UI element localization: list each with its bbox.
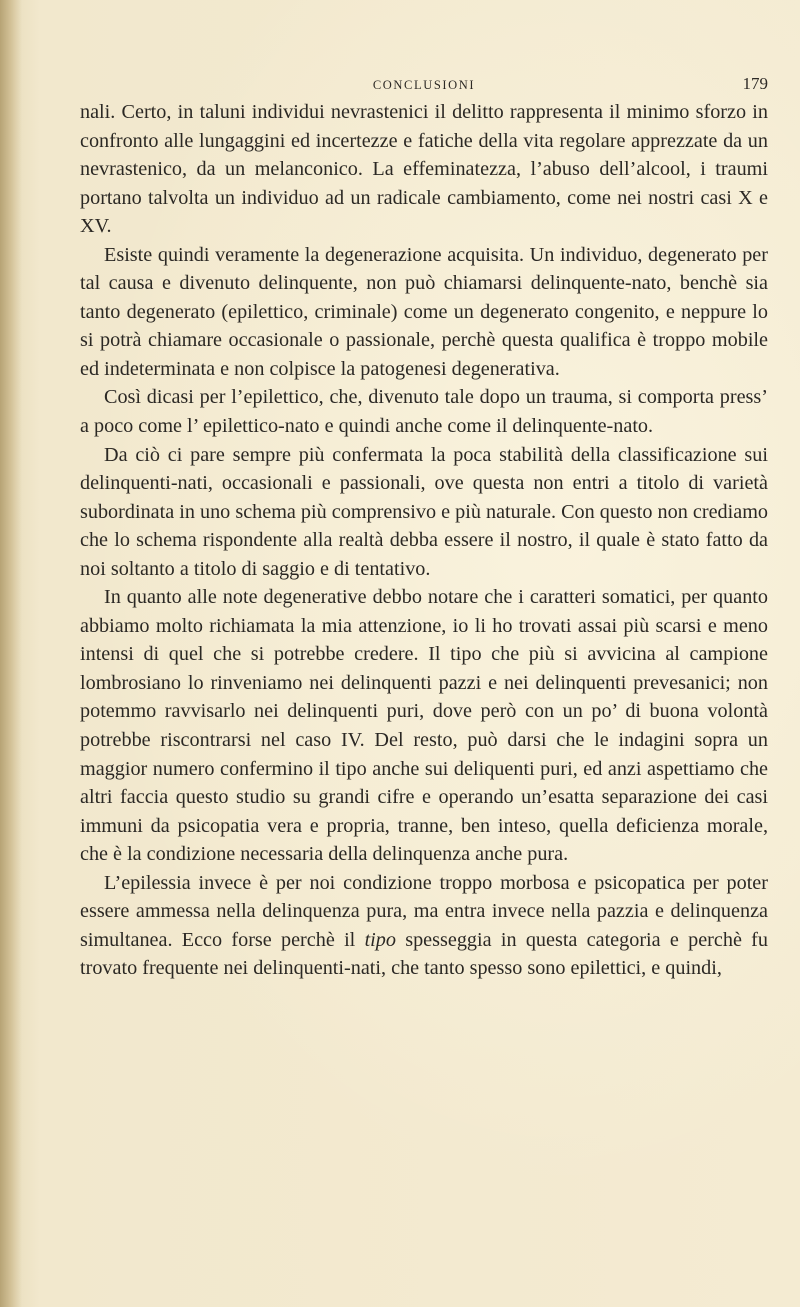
running-title: CONCLUSIONI bbox=[372, 78, 476, 92]
paragraph-1: nali. Certo, in taluni individui nevrastenici il delitto rappresenta il minimo sforzo in confronto alle lungaggini ed incertezze e fatiche della vita regolare apprezzate da un nevrastenico, da un melanconico. La effeminatezza, l’abuso dell’alcool, i traumi portano talvolta un individuo ad un radicale cambiamento, come nei nostri casi X e XV. bbox=[80, 101, 768, 238]
paragraph-3: Così dicasi per l’epilettico, che, divenuto tale dopo un trauma, si comporta press’ a poco come l’ epilettico-nato e quindi anche come il delinquente-nato. bbox=[80, 386, 768, 438]
page-header bbox=[80, 74, 768, 98]
binding-gutter-shadow bbox=[0, 0, 22, 1307]
paragraph-5: In quanto alle note degenerative debbo notare che i caratteri somatici, per quanto abbiamo molto richiamata la mia attenzione, io li ho trovati assai più scarsi e meno intensi di quel che si potrebbe credere. Il tipo che più si avvicina al campione lombrosiano lo rinveniamo nei delinquenti pazzi e nei delinquenti prevesanici; non potemmo ravvisarlo nei delinquenti puri, dove però con un po’ di buona volontà potrebbe riscontrarsi nel caso IV. Del resto, può darsi che le indagini sopra un maggior numero confermino il tipo anche sui deliquenti puri, ed anzi aspettiamo che altri faccia questo studio su grandi cifre e operando un’esatta separazione dei casi immuni da psicopatia vera e propria, tranne, ben inteso, quella deficienza morale, che è la condizione necessaria della delinquenza anche pura. bbox=[80, 586, 768, 866]
paragraph-6-text-before: L’epilessia invece è per noi condizione troppo morbosa e psicopatica per poter essere ammessa nella delinquenza pura, ma entra invece nella pazzia e delinquenza simultanea. Ecco forse perchè il bbox=[80, 871, 768, 951]
page-number: 179 bbox=[742, 74, 768, 93]
paragraph-4: Da ciò ci pare sempre più confermata la poca stabilità della classificazione sui delinquenti-nati, occasionali e passionali, ove questa non entri a titolo di varietà subordinata in uno schema più comprensivo e più naturale. Con questo non crediamo che lo schema rispondente alla realtà debba essere il nostro, il quale è stato fatto da noi soltanto a titolo di saggio e di tentativo. bbox=[80, 443, 768, 580]
paragraph-6-text-after: spesseggia in questa categoria e perchè fu trovato frequente nei delinquenti-nati, che tanto spesso sono epilettici, e quindi, bbox=[80, 928, 768, 980]
paragraph-6 bbox=[80, 869, 768, 983]
paragraph-6-italic-word: tipo bbox=[364, 928, 396, 951]
body-text bbox=[80, 98, 768, 983]
paragraph-2: Esiste quindi veramente la degenerazione acquisita. Un individuo, degenerato per tal causa e divenuto delinquente, non può chiamarsi delinquente-nato, benchè sia tanto degenerato (epilettico, criminale) come un degenerato congenito, e neppure lo si potrà chiamare occasionale o passionale, perchè questa qualifica è troppo mobile ed indeterminata e non colpisce la patogenesi degenerativa. bbox=[80, 243, 768, 380]
